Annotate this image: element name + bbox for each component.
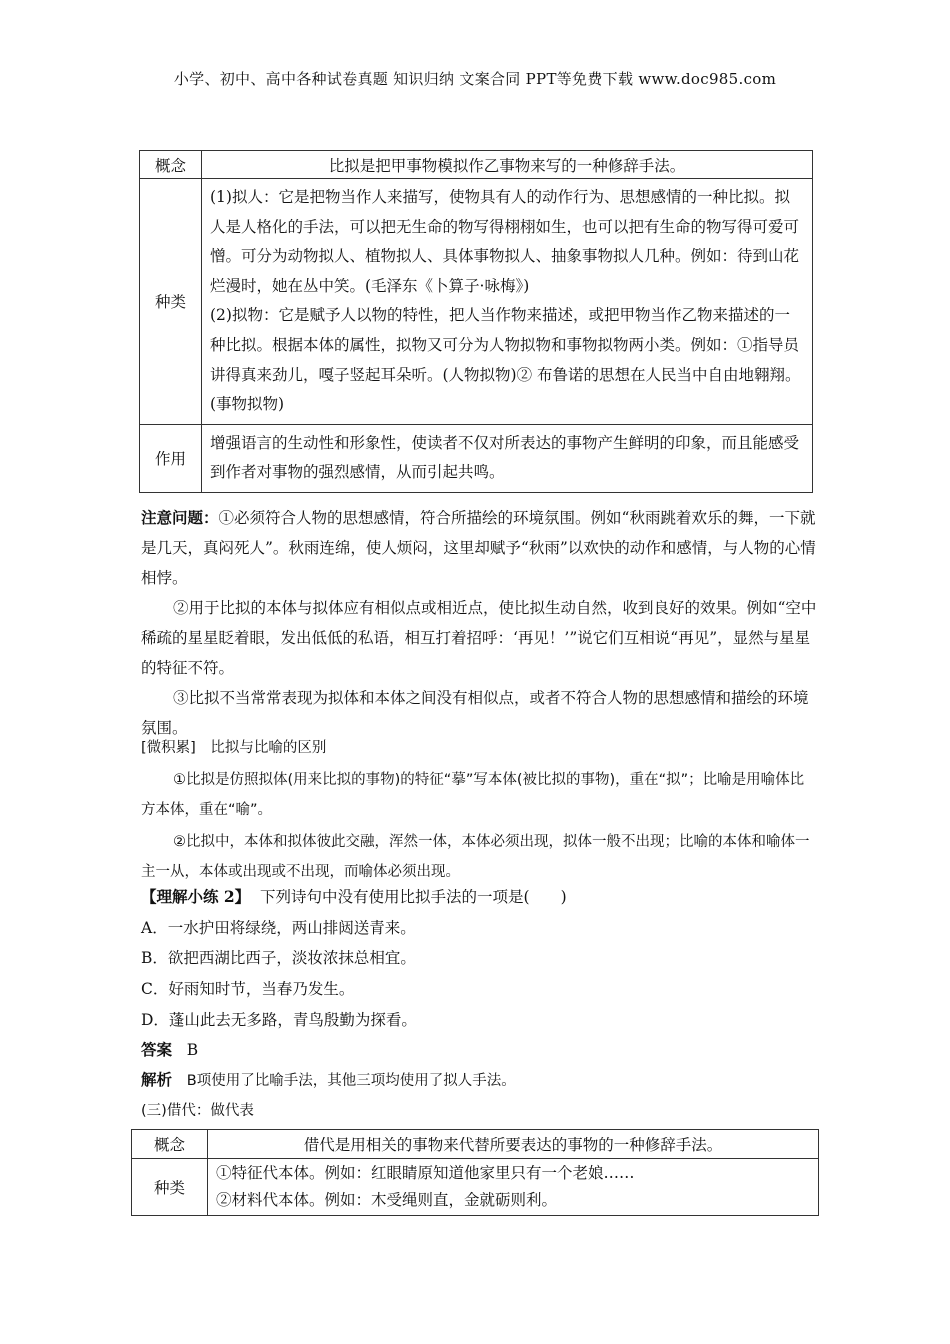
row-label: 种类 [132,1159,208,1216]
note-3: ③比拟不当常常表现为拟体和本体之间没有相似点，或者不符合人物的思想感情和描绘的环境氛围。 [141,689,809,737]
exercise-title: 【理解小练 2】 [141,887,251,906]
micro-point-2: ②比拟中，本体和拟体彼此交融，浑然一体，本体必须出现，拟体一般不出现；比喻的本体和喻体一主一从，本体或出现或不出现，而喻体必须出现。 [141,834,810,880]
answer-line [141,1038,198,1060]
notes-section [141,503,817,743]
analysis-line [141,1068,516,1090]
row-label: 概念 [132,1130,208,1159]
option-b: B．欲把西湖比西子，淡妆浓抹总相宜。 [141,949,416,967]
function-cell: 增强语言的生动性和形象性，使读者不仅对所表达的事物产生鲜明的印象，而且能感受到作者对事物的强烈感情，从而引起共鸣。 [202,424,813,492]
types-cell [208,1159,819,1216]
note-2: ②用于比拟的本体与拟体应有相似点或相近点，使比拟生动自然，收到良好的效果。例如“空中稀疏的星星眨着眼，发出低低的私语，相互打着招呼：‘再见！’”说它们互相说“再见”，显然与星星的特征不符。 [141,599,817,677]
answer-value: B [186,1041,199,1059]
section3-title: (三)借代：做代表 [141,1103,254,1119]
micro-point-1: ①比拟是仿照拟体(用来比拟的事物)的特征“摹”写本体(被比拟的事物)，重在“拟”；比喻是用喻体比方本体，重在“喻”。 [141,772,805,818]
option-c: C．好雨知时节，当春乃发生。 [141,980,355,998]
analysis-text: B项使用了比喻手法，其他三项均使用了拟人手法。 [186,1073,516,1089]
type-1: ①特征代本体。例如：红眼睛原知道他家里只有一个老娘…… [216,1164,635,1182]
option-d: D．蓬山此去无多路，青鸟殷勤为探看。 [141,1011,417,1029]
personification-table [139,150,813,493]
definition-cell: 借代是用相关的事物来代替所要表达的事物的一种修辞手法。 [208,1130,819,1159]
personification-paragraph: (1)拟人：它是把物当作人来描写，使物具有人的动作行为、思想感情的一种比拟。拟人是人格化的手法，可以把无生命的物写得栩栩如生，也可以把有生命的物写得可爱可憎。可分为动物拟人、植物拟人、具体事物拟人、抽象事物拟人几种。例如：待到山花烂漫时，她在丛中笑。(毛泽东《卜算子·咏梅》) [210,188,800,295]
row-label: 作用 [140,424,202,492]
table-row [140,179,813,425]
micro-title: [微积累] 比拟与比喻的区别 [141,740,327,756]
type-2: ②材料代本体。例如：木受绳则直，金就砺则利。 [216,1191,558,1209]
note-1 [141,503,817,593]
option-a: A．一水护田将绿绕，两山排闼送青来。 [141,919,416,937]
row-label: 概念 [140,151,202,179]
table-row [132,1159,819,1216]
definition-cell: 比拟是把甲事物模拟作乙事物来写的一种修辞手法。 [202,151,813,179]
note-text: ①必须符合人物的思想感情，符合所描绘的环境氛围。例如“秋雨跳着欢乐的舞，一下就是几天，真闷死人”。秋雨连绵，使人烦闷，这里却赋予“秋雨”以欢快的动作和感情，与人物的心情相悖。 [141,509,816,587]
table-row [140,151,813,179]
table-row [140,424,813,492]
objectification-paragraph: (2)拟物：它是赋予人以物的特性，把人当作物来描述，或把甲物当作乙物来描述的一种比拟。根据本体的属性，拟物又可分为人物拟物和事物拟物两小类。例如：①指导员讲得真来劲儿，嘎子竖起耳朵听。(人物拟物)② 布鲁诺的思想在人民当中自由地翱翔。(事物拟物) [210,306,801,414]
table-row [132,1130,819,1159]
question-text: 下列诗句中没有使用比拟手法的一项是( ) [260,888,567,906]
types-cell [202,179,813,425]
exercise-question [141,885,567,907]
answer-label: 答案 [141,1040,173,1059]
analysis-label: 解析 [141,1070,173,1089]
page-header: 小学、初中、高中各种试卷真题 知识归纳 文案合同 PPT等免费下载 www.doc985.com [173,70,777,88]
notes-title: 注意问题： [141,508,219,527]
metonymy-table [131,1129,819,1216]
micro-section [141,733,817,887]
row-label: 种类 [140,179,202,425]
